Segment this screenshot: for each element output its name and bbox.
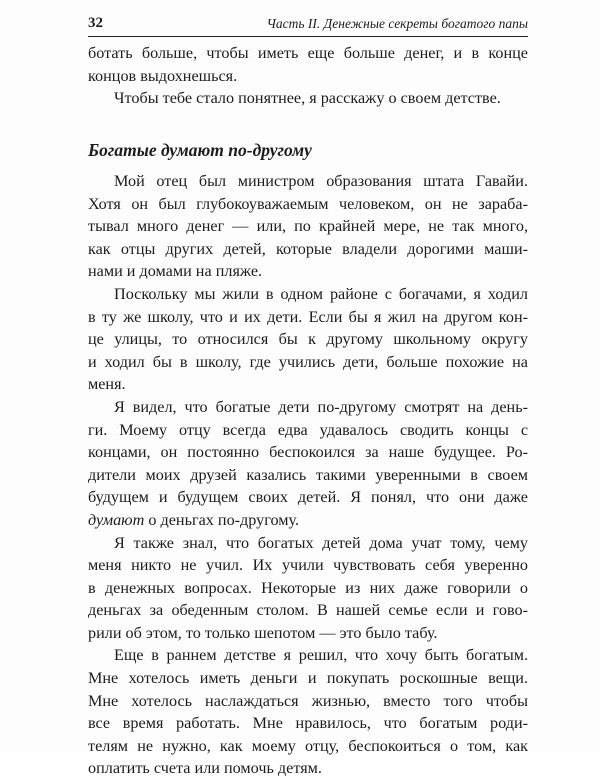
text-line: все время работать. Мне нравилось, что богатым роди- bbox=[88, 714, 528, 733]
text-line: концов выдохнешься. bbox=[88, 66, 238, 85]
text-line: тывал много денег — или, по крайней мере, не так много, bbox=[88, 217, 528, 236]
text-line: Мой отец был министром образования штата Гавайи. bbox=[114, 172, 528, 190]
running-header bbox=[88, 14, 528, 37]
text-line: деньгах за обеденным столом. В нашей семье если и гово- bbox=[88, 601, 528, 620]
text-line: дители моих друзей казались такими уверенными в своем bbox=[88, 465, 528, 484]
text-line: Хотя он был глубокоуважаемым человеком, он не зараба- bbox=[88, 194, 528, 213]
page-number: 32 bbox=[88, 15, 103, 31]
body-text bbox=[88, 170, 528, 780]
intro-text bbox=[88, 42, 528, 110]
text-line: в денежных вопросах. Некоторые из них даже говорили о bbox=[88, 578, 528, 597]
text-line: меня никто не учил. Их учили чувствовать себя уверенно bbox=[88, 556, 528, 575]
text-line: нами и домами на пляже. bbox=[88, 262, 263, 281]
section-heading: Богатые думают по-другому bbox=[88, 140, 312, 160]
text-line: ботать больше, чтобы иметь еще больше денег, и в конце bbox=[88, 44, 528, 62]
text-line: оплатить счета или помочь детям. bbox=[88, 759, 322, 778]
text-line: Поскольку мы жили в одном районе с богачами, я ходил bbox=[114, 284, 528, 303]
text-line: це улицы, то относился бы к другому школьному округу bbox=[88, 330, 528, 349]
text-line: Я также знал, что богатых детей дома учат тому, чему bbox=[114, 533, 528, 552]
text-line bbox=[88, 509, 528, 532]
text-line: Мне хотелось наслаждаться жизнью, вместо того чтобы bbox=[88, 691, 528, 710]
text-line: будущем и будущем своих детей. Я понял, что они даже bbox=[88, 488, 528, 507]
text-line: рили об этом, то только шепотом — это было табу. bbox=[88, 623, 438, 642]
text-line: телям не нужно, как моему отцу, беспокоиться о том, как bbox=[88, 736, 528, 755]
text-line: концами, он постоянно беспокоился за наше будущее. Ро- bbox=[88, 443, 528, 462]
text-line: Я видел, что богатые дети по-другому смотрят на день- bbox=[114, 397, 528, 416]
text-line: и ходил бы в школу, где учились дети, больше похожие на bbox=[88, 352, 528, 371]
text-line: как отцы других детей, которые владели дорогими маши- bbox=[88, 239, 528, 258]
text-line: меня. bbox=[88, 375, 126, 394]
emphasized-word: думают bbox=[88, 510, 145, 529]
running-title: Часть II. Денежные секреты богатого папы bbox=[266, 16, 528, 31]
text-line: Еще в раннем детстве я решил, что хочу быть богатым. bbox=[114, 646, 528, 665]
text-line: ги. Моему отцу всегда едва удавалось сводить концы с bbox=[88, 420, 528, 439]
text-line: Мне хотелось иметь деньги и покупать роскошные вещи. bbox=[88, 669, 528, 688]
text-line: в ту же школу, что и их дети. Если бы я жил на другом кон- bbox=[88, 307, 528, 326]
text-fragment: о деньгах по-другому. bbox=[144, 510, 300, 529]
text-line: Чтобы тебе стало понятнее, я расскажу о своем детстве. bbox=[114, 89, 501, 108]
